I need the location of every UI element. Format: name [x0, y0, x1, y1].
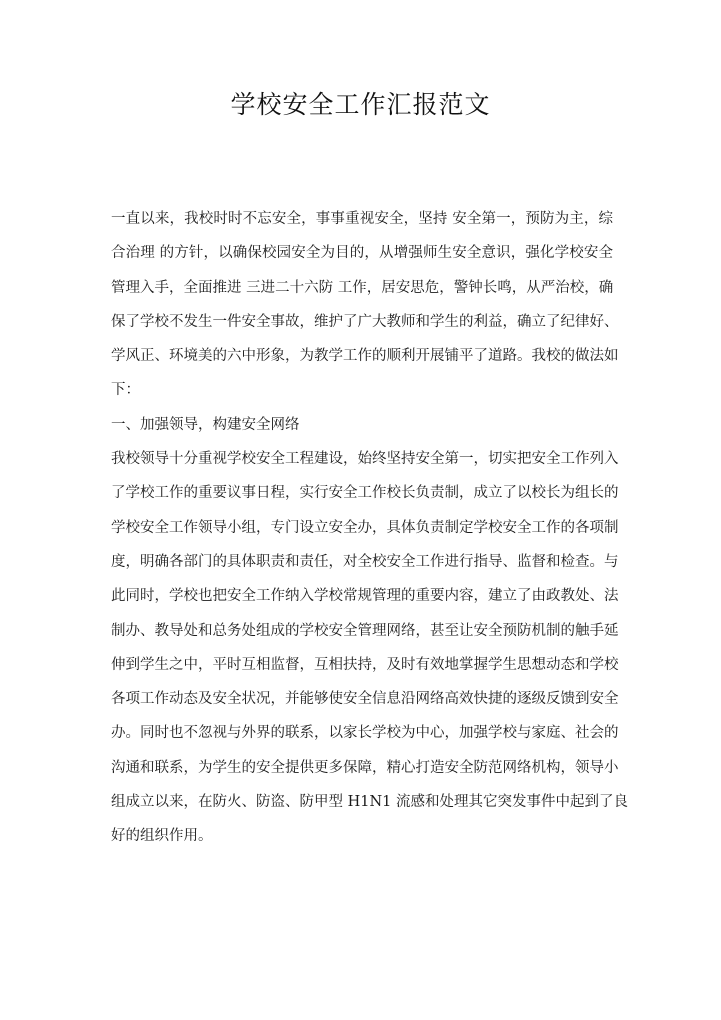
- section-heading: 一、加强领导，构建安全网络: [111, 416, 300, 433]
- paragraph-line: 沟通和联系，为学生的安全提供更多保障，精心打造安全防范网络机构，领导小: [111, 759, 619, 776]
- paragraph-line: 我校领导十分重视学校安全工程建设，始终坚持安全第一，切实把安全工作列入: [111, 451, 619, 468]
- paragraph-line: 制办、教导处和总务处组成的学校安全管理网络，甚至让安全预防机制的触手延: [111, 622, 619, 639]
- paragraph-line: 此同时，学校也把安全工作纳入学校常规管理的重要内容，建立了由政教处、法: [111, 588, 619, 605]
- paragraph-line: 合治理 的方针，以确保校园安全为目的，从增强师生安全意识，强化学校安全: [111, 245, 613, 262]
- paragraph-line: 学风正、环境美的六中形象，为教学工作的顺利开展铺平了道路。我校的做法如: [111, 348, 619, 365]
- paragraph-line: 管理入手，全面推进 三进二十六防 工作，居安思危，警钟长鸣，从严治校，确: [111, 279, 614, 296]
- document-title: 学校安全工作汇报范文: [230, 90, 491, 119]
- paragraph-line: 组成立以来，在防火、防盗、防甲型 H1N1 流感和处理其它突发事件中起到了良: [111, 794, 628, 811]
- paragraph-line: 办。同时也不忽视与外界的联系，以家长学校为中心，加强学校与家庭、社会的: [111, 725, 619, 742]
- document-body: [111, 202, 628, 854]
- paragraph-line: 伸到学生之中，平时互相监督，互相扶持，及时有效地掌握学生思想动态和学校: [111, 656, 619, 673]
- paragraph-line: 一直以来，我校时时不忘安全，事事重视安全，坚持 安全第一，预防为主，综: [111, 211, 613, 227]
- paragraph-line: 下：: [111, 382, 140, 399]
- paragraph-line: 各项工作动态及安全状况，并能够使安全信息沿网络高效快捷的逐级反馈到安全: [111, 691, 619, 708]
- paragraph-line: 度，明确各部门的具体职责和责任，对全校安全工作进行指导、监督和检查。与: [111, 553, 619, 570]
- paragraph-line: 好的组织作用。: [111, 828, 213, 845]
- paragraph-line: 学校安全工作领导小组，专门设立安全办，具体负责制定学校安全工作的各项制: [111, 519, 619, 536]
- paragraph-line: 了学校工作的重要议事日程，实行安全工作校长负责制，成立了以校长为组长的: [111, 485, 619, 502]
- paragraph-line: 保了学校不发生一件安全事故，维护了广大教师和学生的利益，确立了纪律好、: [111, 313, 619, 330]
